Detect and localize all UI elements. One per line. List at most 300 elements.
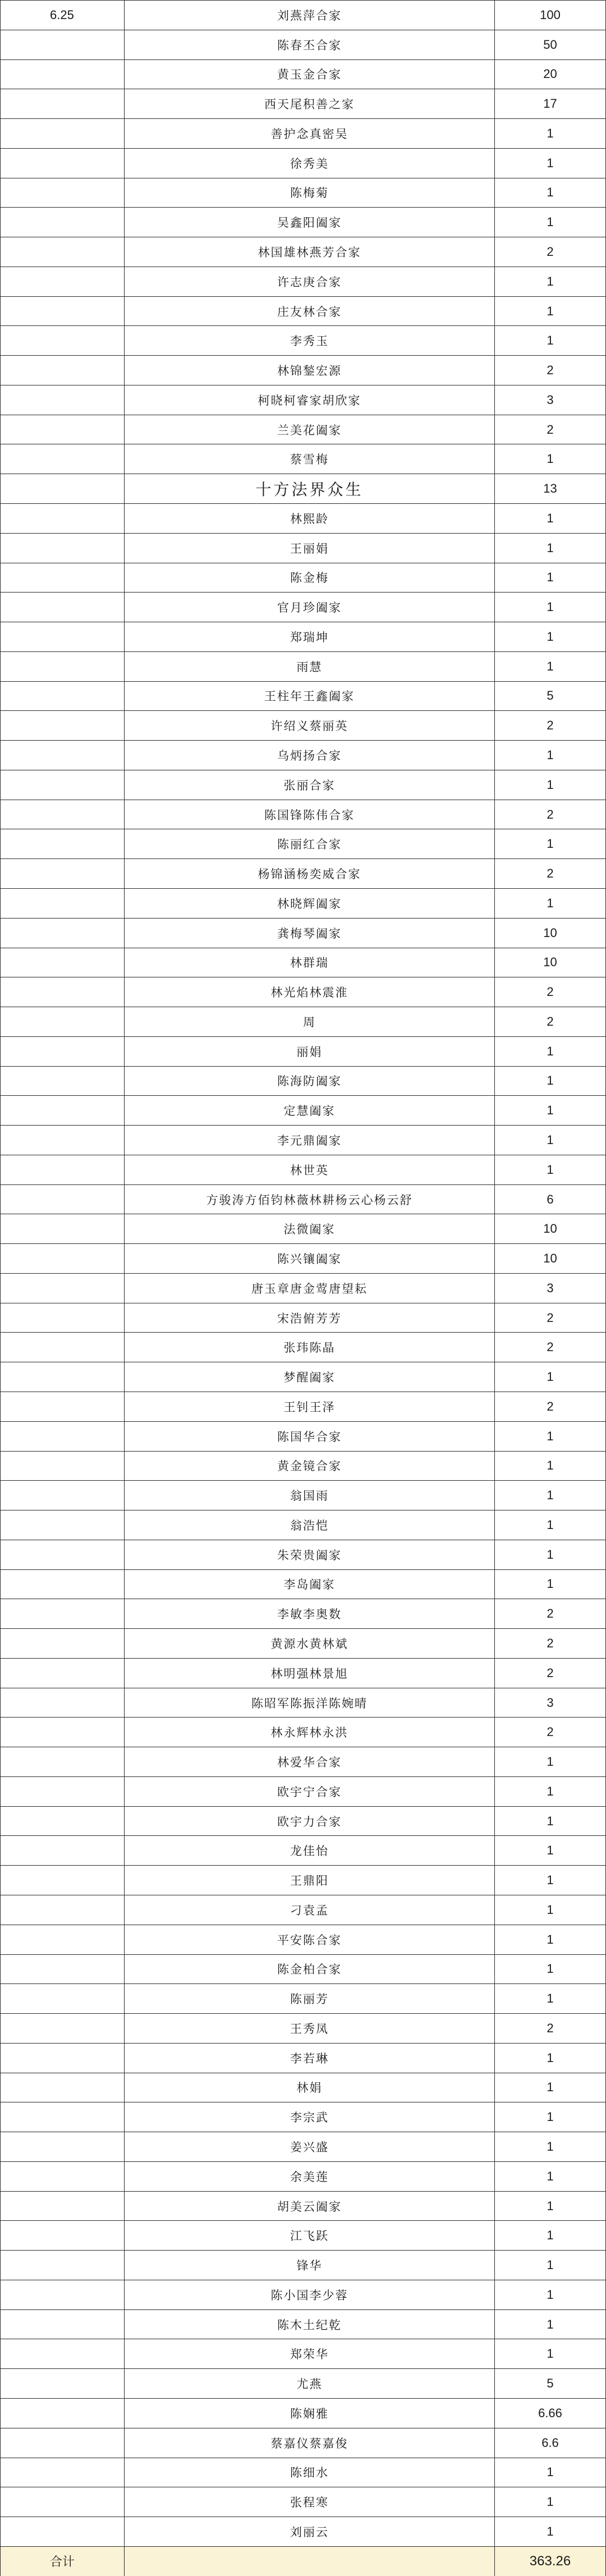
amount-cell: 1 — [547, 333, 554, 348]
date-cell — [1, 1244, 125, 1273]
table-row — [1, 1747, 605, 1777]
date-cell — [1, 2517, 125, 2546]
table-row — [1, 1540, 605, 1570]
amount-cell: 1 — [547, 1873, 554, 1888]
amount-cell: 1 — [547, 1784, 554, 1798]
date-cell — [1, 2339, 125, 2368]
amount-cell: 1 — [547, 1843, 554, 1858]
amount-cell: 1 — [547, 1370, 554, 1384]
table-row — [1, 2044, 605, 2073]
amount-cell: 1 — [547, 1103, 554, 1118]
table-row — [1, 2517, 605, 2547]
date-cell — [1, 2399, 125, 2428]
table-row — [1, 1510, 605, 1540]
donor-name-cell: 西天尾积善之家 — [125, 89, 495, 118]
donor-name-cell: 张玮陈晶 — [125, 1333, 495, 1362]
date-cell — [1, 563, 125, 593]
donor-name-cell: 王柱年王鑫阖家 — [125, 682, 495, 711]
table-row — [1, 2369, 605, 2399]
donor-name-cell: 林锦鍫宏源 — [125, 356, 495, 385]
date-cell — [1, 2428, 125, 2458]
date-cell — [1, 208, 125, 237]
donor-name-cell: 李宗武 — [125, 2102, 495, 2132]
donor-name-cell: 陈兴镶阖家 — [125, 1244, 495, 1273]
amount-cell: 1 — [547, 304, 554, 318]
donor-name-cell: 陈木土纪乾 — [125, 2310, 495, 2339]
donor-name-cell: 郑瑞坤 — [125, 622, 495, 651]
date-cell — [1, 919, 125, 948]
donor-name-cell: 姜兴盛 — [125, 2132, 495, 2161]
date-cell — [1, 652, 125, 681]
table-row — [1, 1007, 605, 1037]
table-row — [1, 1452, 605, 1481]
date-cell — [1, 119, 125, 148]
donor-name-cell: 林国雄林燕芳合家 — [125, 237, 495, 267]
amount-cell: 13 — [543, 481, 557, 496]
donor-name-cell: 兰美花阖家 — [125, 415, 495, 444]
donor-name-cell: 法微阖家 — [125, 1214, 495, 1243]
date-cell — [1, 1629, 125, 1658]
amount-cell: 3 — [547, 1695, 554, 1710]
date-cell — [1, 1185, 125, 1214]
table-row — [1, 859, 605, 889]
table-row — [1, 2073, 605, 2103]
amount-cell: 3 — [547, 392, 554, 407]
table-row — [1, 1333, 605, 1362]
amount-cell: 1 — [547, 1132, 554, 1147]
date-cell — [1, 2192, 125, 2221]
donor-name-cell: 方骏涛方佰钧林薇林耕杨云心杨云舒 — [125, 1185, 495, 1214]
amount-cell: 2 — [547, 718, 554, 733]
date-cell — [1, 1510, 125, 1540]
date-cell — [1, 1096, 125, 1125]
table-row — [1, 267, 605, 297]
date-cell — [1, 829, 125, 858]
amount-cell: 1 — [547, 511, 554, 525]
donor-name-cell: 陈海防阖家 — [125, 1067, 495, 1096]
donor-name-cell: 许绍义蔡丽英 — [125, 711, 495, 740]
table-row — [1, 2428, 605, 2458]
amount-cell: 50 — [543, 37, 557, 52]
donor-name-cell: 林晓辉阖家 — [125, 889, 495, 918]
amount-cell: 1 — [547, 2198, 554, 2213]
date-cell — [1, 415, 125, 444]
table-row — [1, 2192, 605, 2221]
date-cell — [1, 267, 125, 296]
donor-name-cell: 胡美云阖家 — [125, 2192, 495, 2221]
table-row — [1, 1096, 605, 1126]
table-row — [1, 1422, 605, 1452]
amount-cell: 1 — [547, 1962, 554, 1976]
table-row — [1, 444, 605, 474]
table-row — [1, 504, 605, 534]
date-cell — [1, 504, 125, 533]
donor-name-cell: 林明强林景旭 — [125, 1659, 495, 1688]
amount-cell: 2 — [547, 2021, 554, 2035]
table-row — [1, 682, 605, 711]
amount-cell: 1 — [547, 2258, 554, 2272]
date-cell — [1, 2014, 125, 2043]
table-row — [1, 652, 605, 682]
date-cell — [1, 682, 125, 711]
amount-cell: 1 — [547, 2169, 554, 2183]
amount-cell: 1 — [547, 1755, 554, 1769]
date-cell — [1, 1155, 125, 1184]
table-row — [1, 1866, 605, 1895]
amount-cell: 10 — [543, 1251, 557, 1266]
table-row — [1, 1037, 605, 1067]
amount-cell: 1 — [547, 600, 554, 614]
amount-cell: 5 — [547, 688, 554, 703]
table-row — [1, 919, 605, 948]
table-row — [1, 889, 605, 919]
donor-name-cell: 张丽合家 — [125, 770, 495, 800]
donor-name-cell: 林群瑞 — [125, 948, 495, 977]
total-row — [1, 2547, 605, 2576]
donor-name-cell: 陈丽红合家 — [125, 829, 495, 858]
table-row — [1, 1362, 605, 1392]
table-row — [1, 1185, 605, 1215]
date-cell — [1, 1984, 125, 2013]
amount-cell: 1 — [547, 1991, 554, 2006]
donor-name-cell: 李元鼎阖家 — [125, 1126, 495, 1155]
donor-name-cell: 余美莲 — [125, 2162, 495, 2191]
date-cell — [1, 711, 125, 740]
date-cell — [1, 1303, 125, 1333]
table-row — [1, 1570, 605, 1600]
amount-cell: 5 — [547, 2376, 554, 2391]
date-cell — [1, 948, 125, 977]
donor-name-cell: 蔡雪梅 — [125, 444, 495, 474]
table-row — [1, 1807, 605, 1836]
amount-cell: 1 — [547, 659, 554, 673]
date-cell — [1, 385, 125, 415]
donor-name-cell: 陈娴雅 — [125, 2399, 495, 2428]
table-row — [1, 1777, 605, 1807]
table-row — [1, 1836, 605, 1866]
table-row — [1, 1214, 605, 1244]
donor-name-cell: 王鼎阳 — [125, 1866, 495, 1895]
table-row — [1, 237, 605, 267]
table-row — [1, 622, 605, 652]
donor-name-cell: 陈小国李少蓉 — [125, 2280, 495, 2309]
amount-cell: 10 — [543, 1222, 557, 1236]
donor-name-cell: 梦醒阖家 — [125, 1362, 495, 1392]
donor-name-cell: 翁浩恺 — [125, 1510, 495, 1540]
amount-cell: 1 — [547, 2080, 554, 2095]
date-cell — [1, 237, 125, 267]
donor-name-cell: 周 — [125, 1007, 495, 1036]
amount-cell: 1 — [547, 1517, 554, 1532]
donor-name-cell: 陈金梅 — [125, 563, 495, 593]
amount-cell: 17 — [543, 97, 557, 111]
table-row — [1, 1629, 605, 1659]
date-cell — [1, 89, 125, 118]
date-cell — [1, 297, 125, 326]
table-row — [1, 385, 605, 415]
amount-cell: 1 — [547, 2139, 554, 2153]
donor-name-cell: 林爱华合家 — [125, 1747, 495, 1776]
date-cell — [1, 2102, 125, 2132]
donor-name-cell: 柯晓柯睿家胡欣家 — [125, 385, 495, 415]
table-row — [1, 89, 605, 119]
table-row — [1, 1303, 605, 1333]
donor-name-cell: 陈梅菊 — [125, 178, 495, 208]
donor-name-cell: 黄源水黄林斌 — [125, 1629, 495, 1658]
amount-cell: 1 — [547, 2495, 554, 2509]
date-cell — [1, 444, 125, 474]
amount-cell: 1 — [547, 1073, 554, 1088]
date-cell — [1, 30, 125, 59]
date-cell — [1, 1688, 125, 1718]
date-cell — [1, 2073, 125, 2102]
table-row — [1, 297, 605, 327]
amount-cell: 100 — [540, 7, 561, 22]
amount-cell: 1 — [547, 837, 554, 851]
date-cell — [1, 474, 125, 503]
amount-cell: 2 — [547, 1399, 554, 1413]
amount-cell: 1 — [547, 2317, 554, 2331]
date-cell — [1, 1895, 125, 1925]
date-cell — [1, 1955, 125, 1984]
date-cell — [1, 1599, 125, 1628]
date-cell: 6.25 — [1, 1, 125, 30]
amount-cell: 1 — [547, 126, 554, 140]
date-cell — [1, 1866, 125, 1895]
donor-name-cell: 宋浩俯芳芳 — [125, 1303, 495, 1333]
date-cell — [1, 741, 125, 770]
table-row — [1, 2014, 605, 2044]
donor-name-cell: 朱荣贵阖家 — [125, 1540, 495, 1569]
date-cell — [1, 1392, 125, 1421]
date-cell — [1, 977, 125, 1007]
donor-name-cell: 林世英 — [125, 1155, 495, 1184]
table-row — [1, 2458, 605, 2488]
table-row — [1, 1274, 605, 1303]
amount-cell: 1 — [547, 1932, 554, 1946]
date-cell — [1, 622, 125, 651]
table-row — [1, 2487, 605, 2517]
table-row — [1, 1126, 605, 1155]
table-row — [1, 2102, 605, 2132]
total-label: 合计 — [1, 2547, 125, 2576]
table-row — [1, 2280, 605, 2310]
date-cell — [1, 1037, 125, 1066]
amount-cell: 1 — [547, 1458, 554, 1473]
donor-name-cell: 徐秀美 — [125, 149, 495, 178]
donor-name-cell: 李敏李奥数 — [125, 1599, 495, 1628]
table-row — [1, 948, 605, 978]
donor-name-cell: 林光焰林震淮 — [125, 977, 495, 1007]
donor-name-cell: 官月珍阖家 — [125, 593, 495, 622]
date-cell — [1, 1362, 125, 1392]
date-cell — [1, 1659, 125, 1688]
amount-cell: 1 — [547, 185, 554, 200]
donor-name-cell: 陈国锋陈伟合家 — [125, 800, 495, 829]
amount-cell: 2 — [547, 1014, 554, 1028]
table-row — [1, 2251, 605, 2280]
date-cell — [1, 1214, 125, 1243]
date-cell — [1, 1481, 125, 1510]
amount-cell: 1 — [547, 2110, 554, 2124]
amount-cell: 1 — [547, 629, 554, 644]
table-row — [1, 593, 605, 622]
donor-name-cell: 李秀玉 — [125, 326, 495, 355]
table-row — [1, 1955, 605, 1985]
date-cell — [1, 2458, 125, 2487]
table-row — [1, 2132, 605, 2162]
amount-cell: 1 — [547, 2524, 554, 2538]
amount-cell: 1 — [547, 570, 554, 585]
table-row — [1, 30, 605, 60]
amount-cell: 2 — [547, 1725, 554, 1739]
donor-name-cell: 李若琳 — [125, 2044, 495, 2073]
donor-name-cell: 郑荣华 — [125, 2339, 495, 2368]
donor-name-cell: 刘燕萍合家 — [125, 1, 495, 30]
donor-name-cell: 尤燕 — [125, 2369, 495, 2398]
donor-name-cell: 唐玉章唐金莺唐望耘 — [125, 1274, 495, 1303]
date-cell — [1, 1836, 125, 1865]
date-cell — [1, 1274, 125, 1303]
table-row — [1, 2221, 605, 2251]
table-row — [1, 119, 605, 149]
donor-name-cell: 雨慧 — [125, 652, 495, 681]
table-row — [1, 1599, 605, 1629]
date-cell — [1, 889, 125, 918]
amount-cell: 1 — [547, 1162, 554, 1177]
amount-cell: 1 — [547, 2050, 554, 2065]
donor-name-cell: 龙佳怡 — [125, 1836, 495, 1865]
amount-cell: 1 — [547, 1429, 554, 1443]
donor-name-cell: 黄金镜合家 — [125, 1452, 495, 1481]
amount-cell: 1 — [547, 2347, 554, 2361]
date-cell — [1, 1333, 125, 1362]
date-cell — [1, 800, 125, 829]
donor-name-cell: 平安陈合家 — [125, 1925, 495, 1954]
table-row — [1, 149, 605, 178]
donor-name-cell: 十方法界众生 — [125, 474, 495, 503]
amount-cell: 2 — [547, 245, 554, 259]
table-row — [1, 415, 605, 445]
date-cell — [1, 1422, 125, 1451]
table-row — [1, 208, 605, 237]
date-cell — [1, 2132, 125, 2161]
date-cell — [1, 1126, 125, 1155]
amount-cell: 1 — [547, 1577, 554, 1591]
donor-name-cell: 黄玉金合家 — [125, 60, 495, 89]
amount-cell: 1 — [547, 452, 554, 466]
donor-name-cell: 张程寒 — [125, 2487, 495, 2517]
donor-name-cell: 欧宇宁合家 — [125, 1777, 495, 1806]
amount-cell: 1 — [547, 896, 554, 910]
date-cell — [1, 326, 125, 355]
date-cell — [1, 2044, 125, 2073]
donor-name-cell: 龚梅琴阖家 — [125, 919, 495, 948]
date-cell — [1, 2487, 125, 2517]
date-cell — [1, 770, 125, 800]
donor-name-cell: 陈丽芳 — [125, 1984, 495, 2013]
date-cell — [1, 2251, 125, 2280]
table-row — [1, 1925, 605, 1955]
date-cell — [1, 2162, 125, 2191]
donor-name-cell: 庄友林合家 — [125, 297, 495, 326]
donor-name-cell: 李岛阖家 — [125, 1570, 495, 1599]
date-cell — [1, 1540, 125, 1569]
table-row — [1, 1155, 605, 1185]
amount-cell: 1 — [547, 1488, 554, 1503]
table-row — [1, 2310, 605, 2340]
amount-cell: 1 — [547, 2465, 554, 2479]
date-cell — [1, 356, 125, 385]
date-cell — [1, 1007, 125, 1036]
amount-cell: 2 — [547, 807, 554, 821]
date-cell — [1, 1067, 125, 1096]
amount-cell: 1 — [547, 2228, 554, 2243]
table-row — [1, 800, 605, 830]
table-row — [1, 1984, 605, 2014]
date-cell — [1, 1718, 125, 1747]
date-cell — [1, 2221, 125, 2250]
table-row — [1, 977, 605, 1007]
amount-cell: 1 — [547, 1902, 554, 1917]
table-row — [1, 474, 605, 504]
donor-name-cell: 陈国华合家 — [125, 1422, 495, 1451]
amount-cell: 1 — [547, 2287, 554, 2302]
table-row — [1, 178, 605, 208]
amount-cell: 1 — [547, 748, 554, 763]
donor-name-cell: 杨锦涵杨奕威合家 — [125, 859, 495, 888]
date-cell — [1, 1452, 125, 1481]
donor-name-cell: 陈细水 — [125, 2458, 495, 2487]
table-row — [1, 1244, 605, 1274]
amount-cell: 1 — [547, 1044, 554, 1058]
donor-name-cell: 许志庚合家 — [125, 267, 495, 296]
amount-cell: 6 — [547, 1192, 554, 1206]
amount-cell: 10 — [543, 955, 557, 970]
date-cell — [1, 2310, 125, 2339]
donor-name-cell: 陈春丕合家 — [125, 30, 495, 59]
date-cell — [1, 178, 125, 208]
donor-name-cell: 定慧阖家 — [125, 1096, 495, 1125]
donor-name-cell: 王丽娟 — [125, 534, 495, 563]
donor-name-cell: 陈昭军陈振洋陈婉晴 — [125, 1688, 495, 1718]
table-row — [1, 741, 605, 770]
table-row — [1, 326, 605, 356]
amount-cell: 1 — [547, 215, 554, 229]
amount-cell: 1 — [547, 274, 554, 288]
donor-name-cell: 善护念真密吴 — [125, 119, 495, 148]
amount-cell: 6.6 — [541, 2435, 559, 2450]
date-cell — [1, 149, 125, 178]
amount-cell: 1 — [547, 777, 554, 792]
date-cell — [1, 1807, 125, 1836]
total-amount: 363.26 — [529, 2553, 571, 2569]
donor-name-cell: 锋华 — [125, 2251, 495, 2280]
amount-cell: 2 — [547, 1340, 554, 1354]
table-row — [1, 1067, 605, 1096]
donor-name-cell: 吴鑫阳阖家 — [125, 208, 495, 237]
donor-name-cell: 丽娟 — [125, 1037, 495, 1066]
date-cell — [1, 593, 125, 622]
donor-name-cell: 翁国雨 — [125, 1481, 495, 1510]
table-row — [1, 356, 605, 385]
table-row — [1, 2339, 605, 2369]
date-cell — [1, 60, 125, 89]
donor-name-cell: 林熙龄 — [125, 504, 495, 533]
amount-cell: 2 — [547, 422, 554, 437]
date-cell — [1, 534, 125, 563]
amount-cell: 1 — [547, 155, 554, 170]
